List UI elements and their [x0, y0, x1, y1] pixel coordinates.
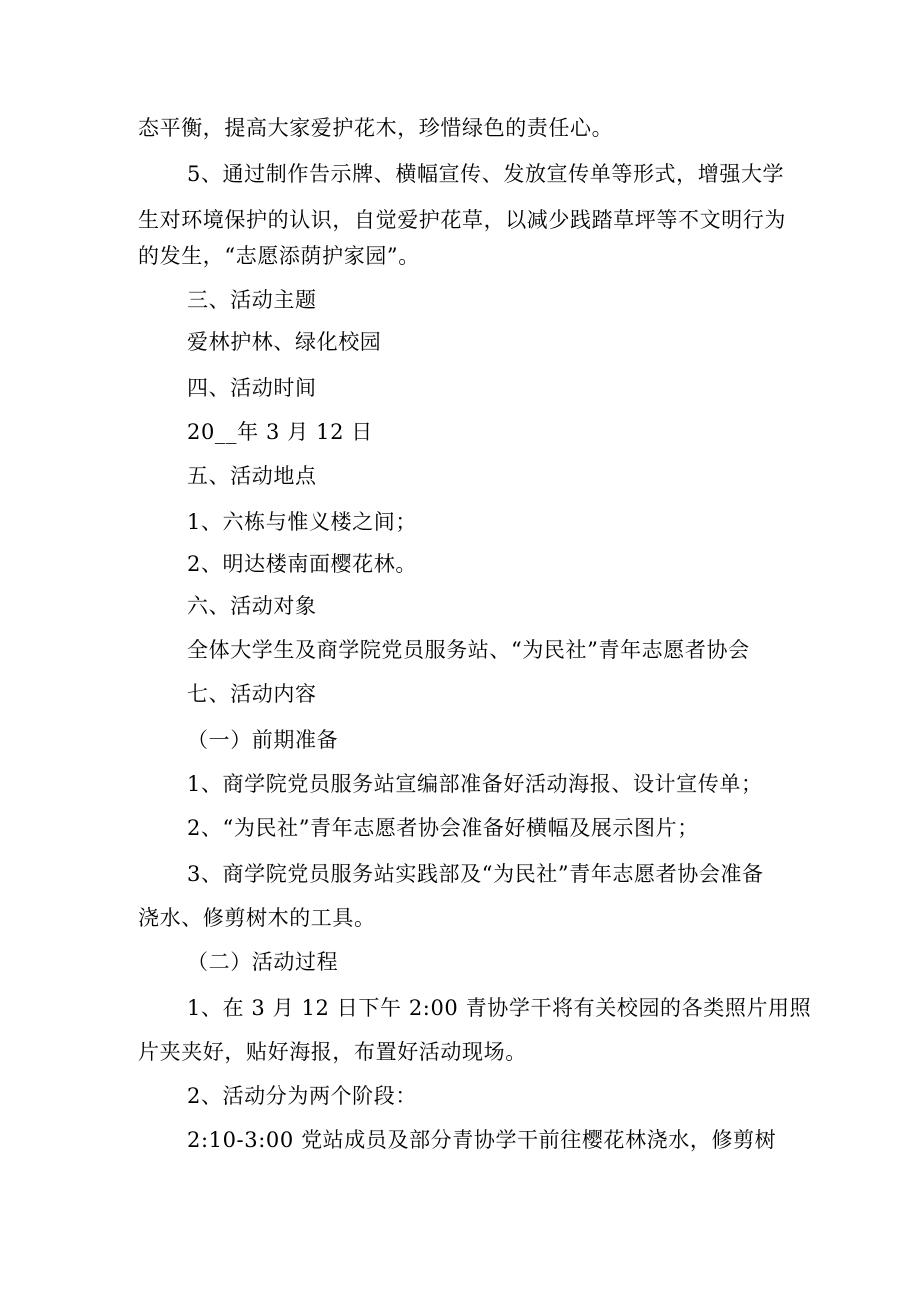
text-line-prep-1: 1、商学院党员服务站宣编部准备好活动海报、设计宣传单； — [187, 772, 763, 796]
text-line-date: 20__年 3 月 12 日 — [187, 420, 373, 444]
section-heading-content: 七、活动内容 — [187, 682, 317, 706]
text-line-process-3: 2:10-3:00 党站成员及部分青协学干前往樱花林浇水，修剪树 — [187, 1128, 777, 1152]
text-line-2: 5、通过制作告示牌、横幅宣传、发放宣传单等形式，增强大学 — [187, 162, 785, 186]
section-heading-time: 四、活动时间 — [187, 376, 317, 400]
text-line-process-1b: 片夹夹好，贴好海报，布置好活动现场。 — [138, 1040, 527, 1064]
section-heading-audience: 六、活动对象 — [187, 594, 317, 618]
text-line-prep-2: 2、“为民社”青年志愿者协会准备好横幅及展示图片； — [187, 816, 699, 840]
text-line-location-1: 1、六栋与惟义楼之间； — [187, 510, 417, 534]
text-line-audience: 全体大学生及商学院党员服务站、“为民社”青年志愿者协会 — [187, 638, 750, 662]
text-line-prep-3a: 3、商学院党员服务站实践部及“为民社”青年志愿者协会准备 — [187, 862, 764, 886]
section-heading-theme: 三、活动主题 — [187, 288, 317, 312]
subheading-process: （二）活动过程 — [187, 950, 339, 974]
text-line-3: 生对环境保护的认识，自觉爱护花草，以减少践踏草坪等不文明行为 — [138, 208, 786, 232]
text-line-4: 的发生，“志愿添荫护家园”。 — [138, 244, 420, 268]
text-line-prep-3b: 浇水、修剪树木的工具。 — [138, 906, 376, 930]
section-heading-location: 五、活动地点 — [187, 464, 317, 488]
text-line-location-2: 2、明达楼南面樱花林。 — [187, 552, 417, 576]
text-line-process-2: 2、活动分为两个阶段： — [187, 1084, 417, 1108]
text-line-process-1a: 1、在 3 月 12 日下午 2:00 青协学干将有关校园的各类照片用照 — [187, 996, 812, 1020]
text-line-1: 态平衡，提高大家爱护花木，珍惜绿色的责任心。 — [138, 116, 614, 140]
text-line-theme: 爱林护林、绿化校园 — [187, 330, 382, 354]
subheading-preparation: （一）前期准备 — [187, 728, 339, 752]
